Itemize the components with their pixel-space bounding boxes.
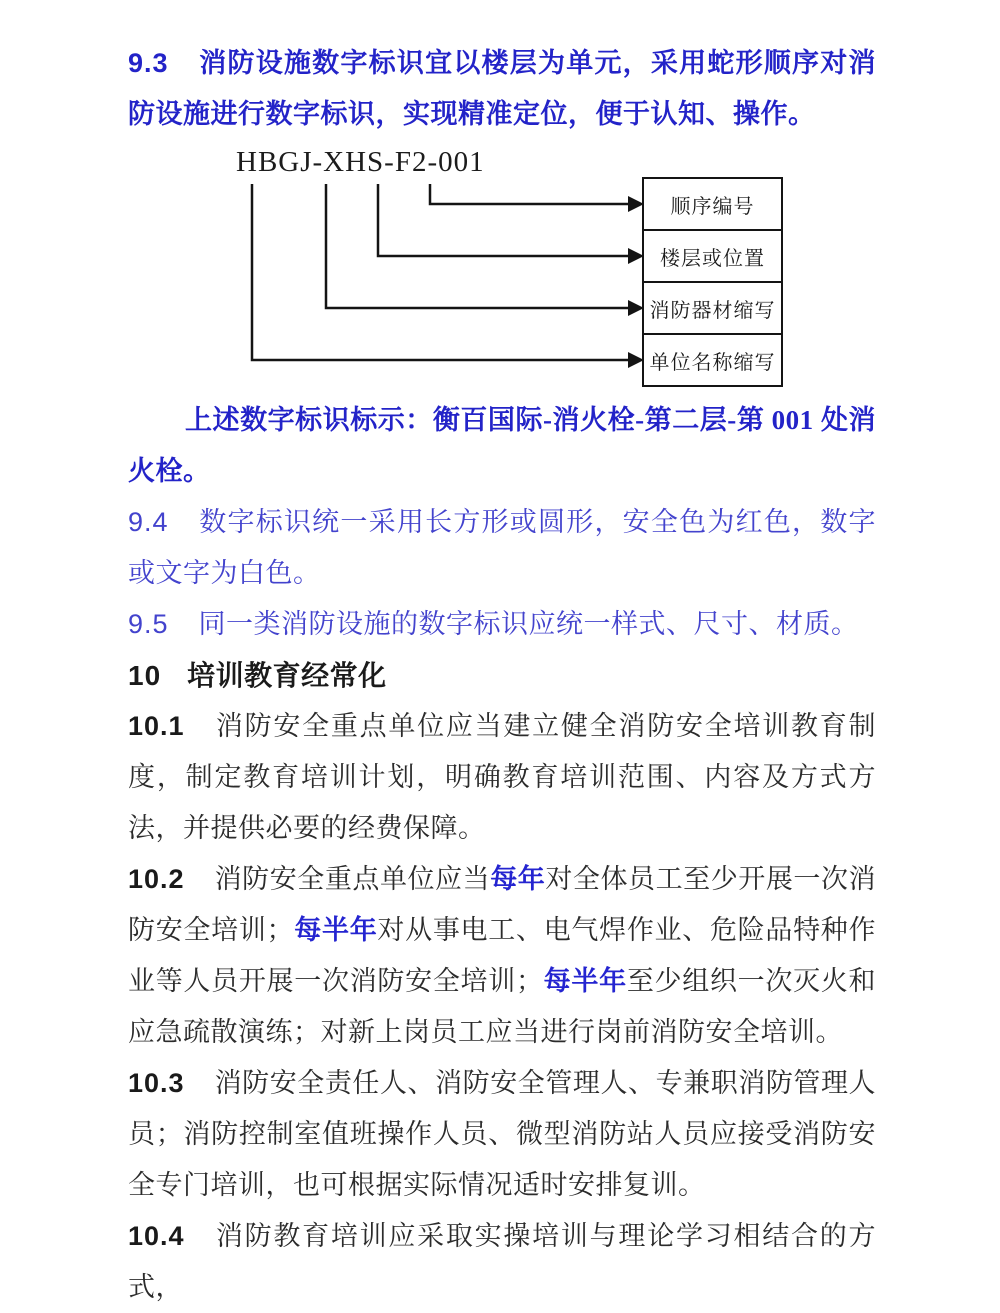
section-text: 消防安全责任人、消防安全管理人、专兼职消防管理人员；消防控制室值班操作人员、微型消防站人员应接受消防安全专门培训，也可根据实际情况适时安排复训。 <box>128 1068 876 1200</box>
section-10-heading <box>128 650 876 701</box>
heading-title: 培训教育经常化 <box>187 660 387 691</box>
connector-sequence-number <box>430 184 630 204</box>
section-9-5-paragraph <box>128 599 876 650</box>
body-text: 消防安全重点单位应当 <box>214 864 491 894</box>
highlight-text: 每年 <box>490 864 546 894</box>
section-10-2-paragraph <box>128 854 876 1058</box>
section-number: 10.4 <box>128 1221 185 1251</box>
body-text: 对全体员工至少开展一次消防安全培训； <box>128 864 877 945</box>
section-number: 9.5 <box>128 609 169 639</box>
section-number: 10 <box>128 660 162 691</box>
section-number: 10.2 <box>128 864 185 894</box>
section-text: 消防设施数字标识宜以楼层为单元，采用蛇形顺序对消防设施进行数字标识，实现精准定位，便于认知、操作。 <box>128 48 876 129</box>
section-text: 消防教育培训应采取实操培训与理论学习相结合的方式， <box>128 1221 876 1302</box>
section-10-3-paragraph <box>128 1058 876 1211</box>
diagram-box-equipment-abbr: 消防器材缩写 <box>642 281 783 335</box>
section-10-4-paragraph <box>128 1211 876 1313</box>
section-9-4-paragraph <box>128 497 876 599</box>
diagram-box-floor-position: 楼层或位置 <box>642 229 783 283</box>
diagram-box-sequence-number: 顺序编号 <box>642 177 783 231</box>
connector-floor-position <box>378 184 630 256</box>
section-number: 9.4 <box>128 507 169 537</box>
section-text: 同一类消防设施的数字标识应统一样式、尺寸、材质。 <box>198 609 859 639</box>
diagram-box-unit-abbr: 单位名称缩写 <box>642 333 783 387</box>
section-text <box>128 864 876 1047</box>
label-explanation-paragraph: 上述数字标识标示：衡百国际-消火栓-第二层-第 001 处消火栓。 <box>128 405 876 486</box>
section-9-3-paragraph <box>128 38 876 140</box>
section-text: 数字标识统一采用长方形或圆形，安全色为红色，数字或文字为白色。 <box>128 507 876 588</box>
section-number: 10.3 <box>128 1068 185 1098</box>
body-text: 至少组织一次灭火和应急疏散演练；对新上岗员工应当进行岗前消防安全培训。 <box>128 966 877 1047</box>
section-number: 10.1 <box>128 711 185 741</box>
body-text: 对从事电工、电气焊作业、危险品特种作业等人员开展一次消防安全培训； <box>128 915 877 996</box>
highlight-text: 每半年 <box>294 915 378 945</box>
connector-equipment-abbr <box>326 184 630 308</box>
label-structure-diagram <box>0 140 1000 395</box>
connector-lines <box>0 140 1000 395</box>
section-text: 消防安全重点单位应当建立健全消防安全培训教育制度，制定教育培训计划，明确教育培训范围、内容及方式方法，并提供必要的经费保障。 <box>128 711 876 843</box>
highlight-text: 每半年 <box>543 966 627 996</box>
section-number: 9.3 <box>128 48 169 78</box>
label-code: HBGJ-XHS-F2-001 <box>236 146 485 178</box>
connector-unit-abbr <box>252 184 630 360</box>
section-10-1-paragraph <box>128 701 876 854</box>
